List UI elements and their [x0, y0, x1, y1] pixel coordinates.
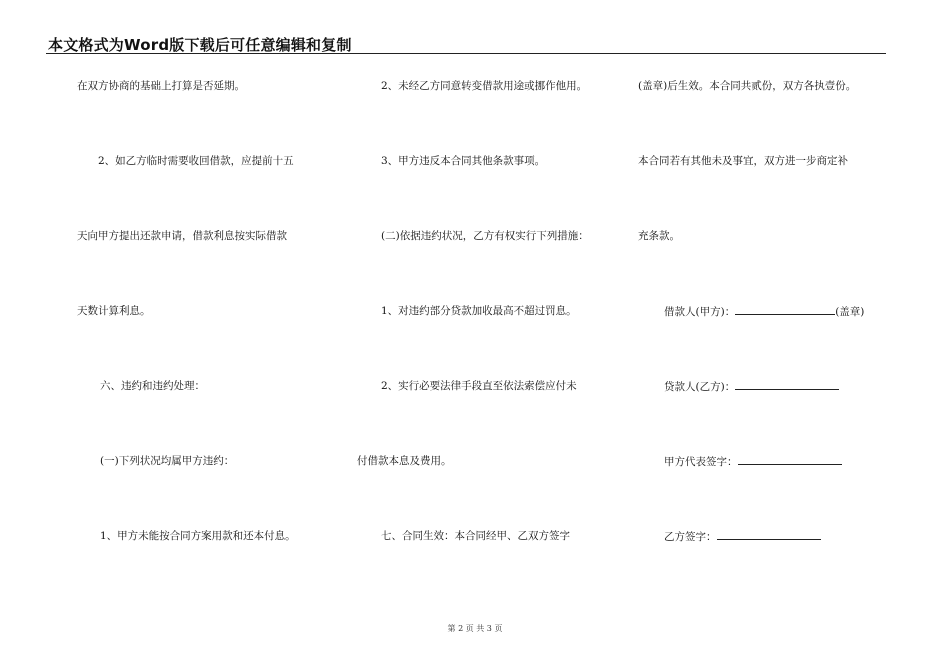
middle-line-1: 2、未经乙方同意转变借款用途或挪作他用。	[381, 80, 588, 92]
party-b-sign-label: 乙方签字：	[664, 531, 717, 543]
left-line-3: 天向甲方提出还款申请，借款利息按实际借款	[77, 230, 287, 242]
borrower-label: 借款人(甲方)：	[664, 306, 736, 318]
borrower-blank-field[interactable]	[735, 304, 835, 315]
middle-line-2: 3、甲方违反本合同其他条款事项。	[381, 155, 546, 167]
party-b-sign-blank-field[interactable]	[717, 529, 821, 540]
middle-line-4: 1、对违约部分贷款加收最高不超过罚息。	[381, 305, 577, 317]
middle-line-5: 2、实行必要法律手段直至依法索偿应付未	[381, 380, 577, 392]
borrower-signature-row	[664, 304, 864, 319]
left-line-6: (一)下列状况均属甲方违约：	[100, 455, 235, 467]
middle-line-3: (二)依据违约状况，乙方有权实行下列措施：	[381, 230, 589, 242]
middle-column	[357, 0, 622, 672]
left-line-5: 六、违约和违约处理：	[100, 380, 205, 392]
left-column	[77, 0, 347, 672]
left-line-2: 2、如乙方临时需要收回借款，应提前十五	[98, 155, 294, 167]
left-line-1: 在双方协商的基础上打算是否延期。	[77, 80, 245, 92]
party-b-sign-row	[664, 529, 821, 544]
party-a-rep-blank-field[interactable]	[738, 454, 842, 465]
right-line-2: 本合同若有其他未及事宜，双方进一步商定补	[638, 155, 848, 167]
middle-line-6: 付借款本息及费用。	[357, 455, 452, 467]
lender-label: 贷款人(乙方)：	[664, 381, 736, 393]
right-column	[638, 0, 898, 672]
borrower-seal-note: (盖章)	[835, 306, 865, 318]
document-header-title: 本文格式为Word版下载后可任意编辑和复制	[48, 36, 352, 54]
party-a-rep-label: 甲方代表签字：	[664, 456, 738, 468]
middle-line-7: 七、合同生效：本合同经甲、乙双方签字	[381, 530, 570, 542]
lender-signature-row	[664, 379, 839, 394]
left-line-4: 天数计算利息。	[77, 305, 151, 317]
lender-blank-field[interactable]	[735, 379, 839, 390]
party-a-rep-row	[664, 454, 842, 469]
right-line-3: 充条款。	[638, 230, 680, 242]
right-line-1: (盖章)后生效。本合同共贰份，双方各执壹份。	[638, 80, 857, 92]
left-line-7: 1、甲方未能按合同方案用款和还本付息。	[100, 530, 296, 542]
page-number-footer: 第 2 页 共 3 页	[447, 624, 503, 633]
